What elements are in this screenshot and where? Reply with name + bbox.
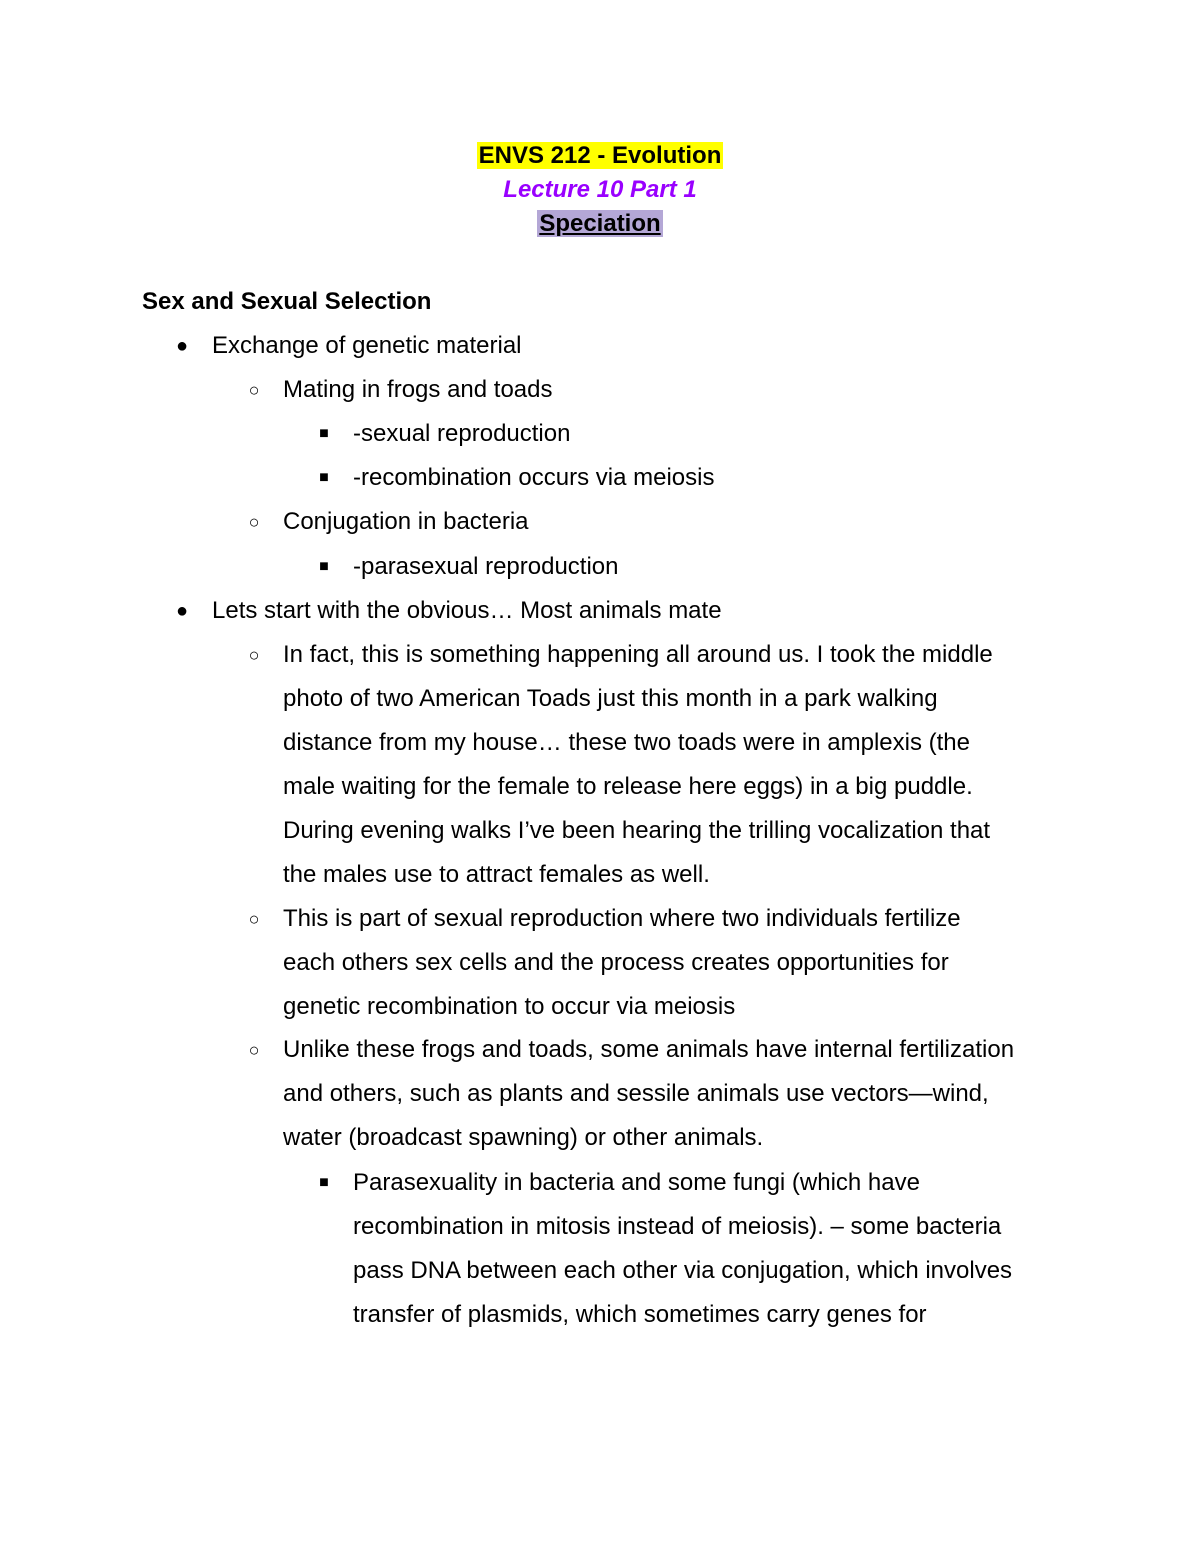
lecture-title: Lecture 10 Part 1 <box>503 176 697 203</box>
bullet-circle-icon: ○ <box>248 1040 260 1060</box>
list-item: Mating in frogs and toads <box>283 376 553 403</box>
paragraph-line: Unlike these frogs and toads, some animals have internal fertilization <box>283 1036 1015 1063</box>
bullet-circle-icon: ○ <box>248 380 260 400</box>
bullet-circle-icon: ○ <box>248 512 260 532</box>
topic-title-line <box>0 207 1200 241</box>
paragraph-line: Parasexuality in bacteria and some fungi (which have <box>353 1169 920 1196</box>
list-item: -sexual reproduction <box>353 420 571 447</box>
bullet-disc-icon: ● <box>175 335 189 357</box>
bullet-square-icon: ■ <box>319 1174 329 1191</box>
list-item: Lets start with the obvious… Most animals mate <box>212 597 722 624</box>
list-item: -parasexual reproduction <box>353 553 619 580</box>
paragraph-line: distance from my house… these two toads were in amplexis (the <box>283 729 970 756</box>
bullet-circle-icon: ○ <box>248 645 260 665</box>
paragraph-line: In fact, this is something happening all around us. I took the middle <box>283 641 993 668</box>
paragraph-line: genetic recombination to occur via meiosis <box>283 993 736 1020</box>
bullet-square-icon: ■ <box>319 425 329 442</box>
lecture-title-line <box>0 173 1200 207</box>
paragraph-line: transfer of plasmids, which sometimes carry genes for <box>353 1301 927 1328</box>
course-title: ENVS 212 - Evolution <box>478 142 722 169</box>
paragraph-line: This is part of sexual reproduction where two individuals fertilize <box>283 905 961 932</box>
topic-title: Speciation <box>539 210 661 237</box>
section-heading: Sex and Sexual Selection <box>142 288 432 315</box>
paragraph-line: each others sex cells and the process creates opportunities for <box>283 949 949 976</box>
paragraph-line: and others, such as plants and sessile animals use vectors—wind, <box>283 1080 989 1107</box>
bullet-square-icon: ■ <box>319 558 329 575</box>
paragraph-line: photo of two American Toads just this month in a park walking <box>283 685 938 712</box>
bullet-square-icon: ■ <box>319 469 329 486</box>
paragraph-line: water (broadcast spawning) or other animals. <box>283 1124 764 1151</box>
list-item: -recombination occurs via meiosis <box>353 464 715 491</box>
paragraph-line: the males use to attract females as well. <box>283 861 710 888</box>
list-item: Conjugation in bacteria <box>283 508 529 535</box>
paragraph-line: During evening walks I’ve been hearing the trilling vocalization that <box>283 817 991 844</box>
paragraph-line: pass DNA between each other via conjugation, which involves <box>353 1257 1013 1284</box>
bullet-circle-icon: ○ <box>248 909 260 929</box>
paragraph-line: male waiting for the female to release here eggs) in a big puddle. <box>283 773 973 800</box>
paragraph-line: recombination in mitosis instead of meiosis). – some bacteria <box>353 1213 1002 1240</box>
bullet-disc-icon: ● <box>175 600 189 622</box>
list-item: Exchange of genetic material <box>212 332 522 359</box>
course-title-line <box>0 139 1200 173</box>
